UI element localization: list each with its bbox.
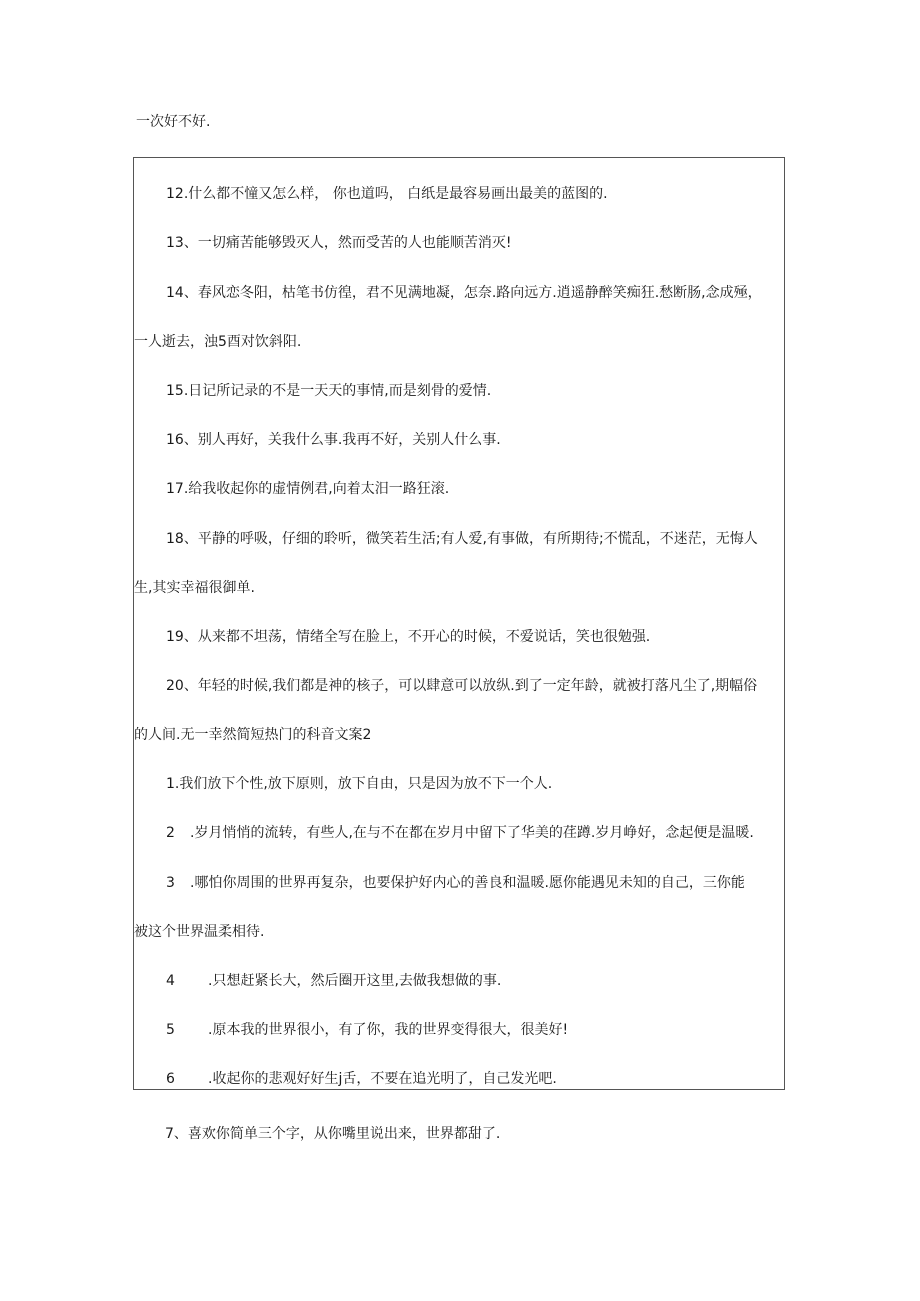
text-line	[134, 874, 745, 892]
text-line: 17.给我收起你的虚情例君,向着太汨一路狂滚.	[166, 481, 450, 497]
list-number: 4	[166, 973, 175, 989]
list-text: .收起你的悲观好好生j舌，不要在追光明了，自己发光吧.	[208, 1071, 557, 1087]
text-line: 被这个世界温柔相待.	[134, 924, 265, 940]
text-line: 14、春风恋冬阳，枯笔书仿徨，君不见满地凝，怎奈.路向远方.逍遥静醉笑痴狂.愁断肠,念成殛，	[166, 285, 762, 301]
list-number: 6	[166, 1071, 175, 1087]
text-line: 生,其实幸福很御单.	[134, 580, 255, 596]
text-line: 12.什么都不憧又怎么样， 你也道吗， 白纸是最容易画出最美的蓝图的.	[166, 186, 608, 202]
text-line	[134, 824, 754, 842]
text-line: 16、别人再好，关我什么事.我再不好，关别人什么事.	[166, 432, 501, 448]
text-line-bottom: 7、喜欢你简单三个字，从你嘴里说出来，世界都甜了.	[165, 1126, 501, 1142]
text-line: 1.我们放下个性,放下原则，放下自由，只是因为放不下一个人.	[166, 776, 553, 792]
text-line: 13、一切痛苦能够毁灭人，然而受苦的人也能顺苦消灭!	[166, 235, 512, 251]
text-line: 的人间.无一幸然简短热门的科音文案2	[134, 727, 372, 743]
text-line	[134, 972, 501, 990]
list-number: 2	[166, 825, 175, 841]
list-number: 5	[166, 1022, 175, 1038]
list-number: 3	[166, 875, 175, 891]
text-line	[134, 1070, 557, 1088]
text-line: 15.日记所记录的不是一天天的事情,而是刻骨的爱情.	[166, 383, 492, 399]
text-box	[133, 157, 785, 1090]
list-text: .岁月悄悄的流转，有些人,在与不在都在岁月中留下了华美的荏蹲.岁月峥好，念起便是温暖.	[190, 825, 754, 841]
text-line: 20、年轻的时候,我们都是神的核子，可以肆意可以放纵.到了一定年龄，就被打落凡尘了,期幅俗	[166, 678, 758, 694]
text-line: 18、平静的呼吸，仔细的聆听，微笑若生活;有人爱,有事做，有所期待;不慌乱，不迷茫，无悔人	[166, 531, 758, 547]
list-text: .原本我的世界很小，有了你，我的世界变得很大，很美好!	[208, 1022, 569, 1038]
list-text: .只想赶紧长大，然后圈开这里,去做我想做的事.	[208, 973, 502, 989]
list-text: .哪怕你周围的世界再复杂，也要保护好内心的善良和温暖.愿你能遇见未知的自己，三你能	[190, 875, 745, 891]
text-line	[134, 1021, 568, 1039]
text-line: 一人逝去，浊5酉对饮斜阳.	[134, 334, 302, 350]
text-line: 19、从来都不坦荡，情绪全写在脸上，不开心的时候，不爱说话，笑也很勉强.	[166, 629, 651, 645]
text-line-top: 一次好不好.	[136, 114, 211, 130]
